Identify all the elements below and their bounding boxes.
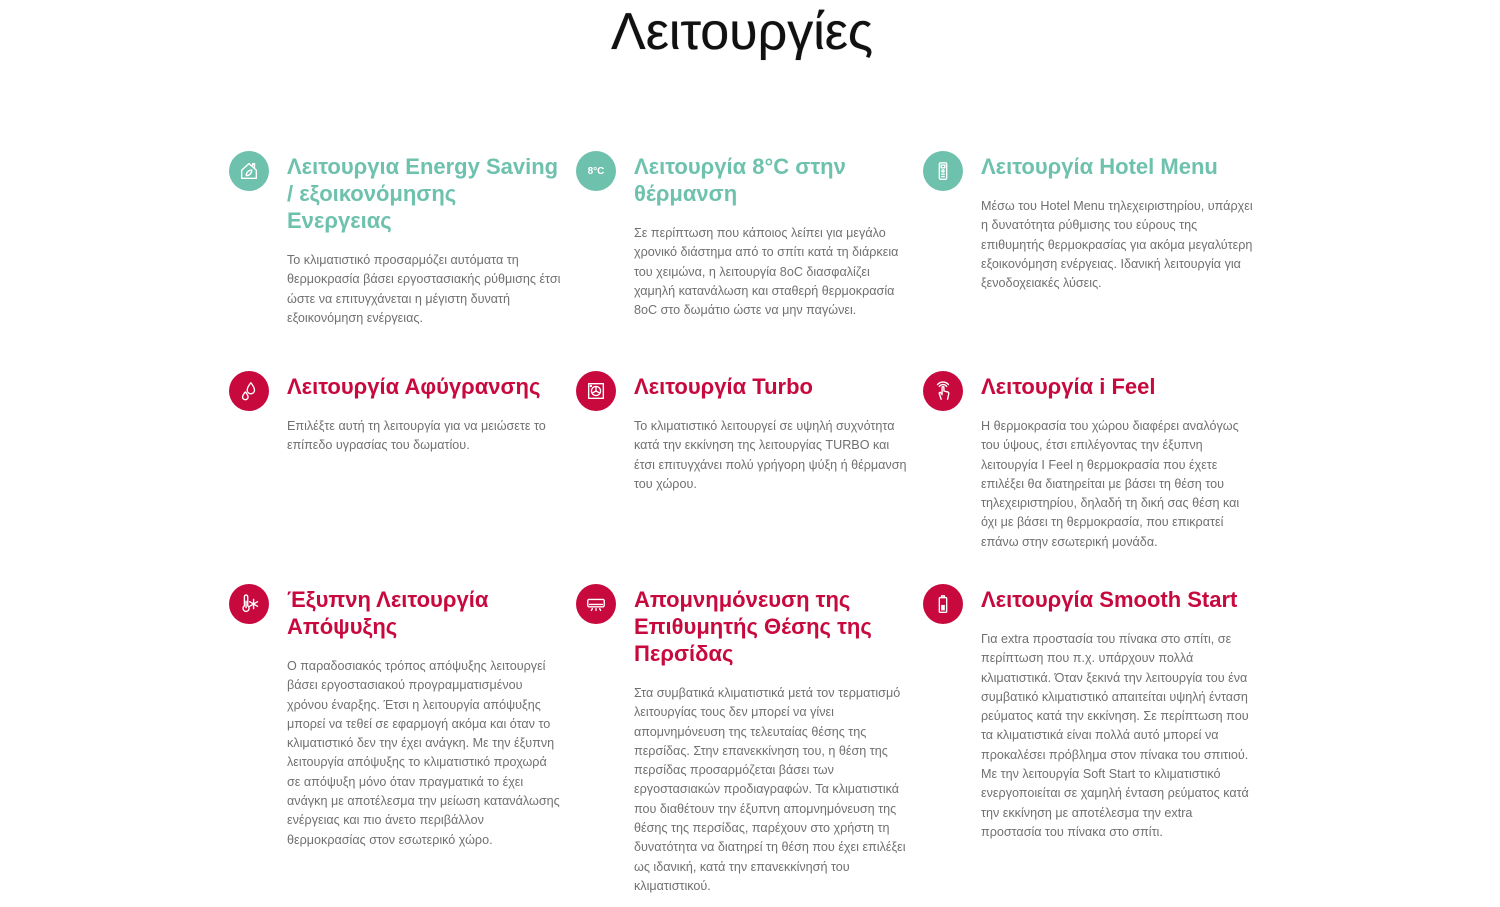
turbo-fan-icon: [576, 371, 616, 411]
feature-8c-heating: [576, 151, 906, 341]
thermometer-snowflake-icon: [229, 584, 269, 624]
page-title: Λειτουργίες: [610, 3, 873, 61]
feature-title: Λειτουργία Turbo: [634, 374, 813, 399]
feature-title: Απομνημόνευση της Επιθυμητής Θέσης της Περσίδας: [634, 587, 872, 666]
feature-description: Σε περίπτωση που κάποιος λείπει για μεγάλο χρονικό διάστημα από το σπίτι κατά τη διάρκεια του χειμώνα, η λειτουργία 8oC διασφαλίζει χαμηλή κατανάλωση και σταθερή θερμοκρασία 8oC στο δωμάτιο ώστε να μην παγώνει.: [634, 226, 899, 318]
feature-title: Λειτουργία Αφύγρανσης: [287, 374, 541, 399]
air-conditioner-unit-icon: [576, 584, 616, 624]
feature-smooth-start: [923, 584, 1253, 884]
icon-label: 8°C: [587, 165, 605, 177]
feature-title: Λειτουργία i Feel: [981, 374, 1156, 399]
feature-title: Έξυπνη Λειτουργία Απόψυξης: [287, 587, 489, 639]
feature-description: Στα συμβατικά κλιματιστικά μετά τον τερματισμό λειτουργίας τους δεν μπορεί να γίνει απομνημόνευση της τελευταίας θέσης της περσίδας. Στην επανεκκίνηση του, η θέση της περσίδας προσαρμόζεται βάσει των εργοστασιακών προδιαγραφών. Τα κλιματιστικά που διαθέτουν την έξυπνη απομνημόνευση της θέσης της περσίδας, παρέχουν στο χρήστη τη δυνατότητα να διατηρεί τη θέση που έχει επιλέξει ως ιδανική, κατά την επανεκκίνησή του κλιματιστικού.: [634, 686, 906, 893]
feature-title: Λειτουργία 8°C στην θέρμανση: [634, 154, 846, 206]
battery-icon: [923, 584, 963, 624]
feature-description: Το κλιματιστικό λειτουργεί σε υψηλή συχνότητα κατά την εκκίνηση της λειτουργίας TURBO και έτσι επιτυγχάνει πολύ γρήγορη ψύξη ή θέρμανση του χώρου.: [634, 419, 907, 491]
feature-description: Ο παραδοσιακός τρόπος απόψυξης λειτουργεί βάσει εργοστασιακού προγραμματισμένου χρόνου έναρξης. Έτσι η λειτουργία απόψυξης μπορεί να τεθεί σε εφαρμογή ακόμα και όταν το κλιματιστικό δεν την έχει ανάγκη. Με την έξυπνη λειτουργία απόψυξης το κλιματιστικό προχωρά σε απόψυξη μόνο όταν πραγματικά το έχει ανάγκη με αποτέλεσμα την μείωση κατανάλωσης ενέργειας και πιο άνετο περιβάλλον θερμοκρασίας στον εσωτερικό χώρο.: [287, 659, 560, 847]
feature-title: Λειτουργία Smooth Start: [981, 587, 1238, 612]
feature-louver-memory: [576, 584, 906, 904]
feature-description: Επιλέξτε αυτή τη λειτουργία για να μειώσετε το επίπεδο υγρασίας του δωματίου.: [287, 419, 546, 453]
remote-control-icon: [923, 151, 963, 191]
feature-description: Μέσω του Hotel Menu τηλεχειριστηρίου, υπάρχει η δυνατότητα ρύθμισης του εύρους της επιθυμητής θερμοκρασίας για ακόμα μεγαλύτερη εξοικονόμηση ενέργειας. Ιδανική λειτουργία για ξενοδοχειακές λύσεις.: [981, 199, 1253, 291]
feature-dehumidification: [229, 371, 559, 561]
water-drops-icon: [229, 371, 269, 411]
feature-turbo: [576, 371, 906, 561]
feature-description: Το κλιματιστικό προσαρμόζει αυτόματα τη θερμοκρασία βάσει εργοστασιακής ρύθμισης έτσι ώστε να επιτυγχάνεται η μέγιστη δυνατή εξοικονόμηση ενέργειας.: [287, 253, 561, 325]
house-leaf-icon: [229, 151, 269, 191]
feature-description: Για extra προστασία του πίνακα στο σπίτι, σε περίπτωση που π.χ. υπάρχουν πολλά κλιματιστικά. Όταν ξεκινά την λειτουργία του ένα συμβατικό κλιματιστικό απαιτείται υψηλή ένταση ρεύματος κατά την εκκίνηση. Σε περίπτωση που τα κλιματιστικά είναι πολλά αυτό μπορεί να προκαλέσει πρόβλημα στον πίνακα του σπιτιού. Με την λειτουργία Soft Start το κλιματιστικό ενεργοποιείται σε χαμηλή ένταση ρεύματος κατά την εκκίνηση με αποτέλεσμα την extra προστασία του πίνακα στο σπίτι.: [981, 632, 1249, 839]
feature-energy-saving: [229, 151, 559, 341]
feature-hotel-menu: [923, 151, 1253, 341]
feature-title: Λειτουργία Hotel Menu: [981, 154, 1218, 179]
hand-touch-icon: [923, 371, 963, 411]
feature-smart-defrost: [229, 584, 559, 884]
temperature-8c-icon: [576, 151, 616, 191]
feature-i-feel: [923, 371, 1253, 561]
feature-title: Λειτουργια Energy Saving / εξοικονόμησης Ενεργειας: [287, 154, 559, 233]
feature-description: Η θερμοκρασία του χώρου διαφέρει αναλόγως του ύψους, έτσι επιλέγοντας την έξυπνη λειτουργία I Feel η θερμοκρασία που έχετε επιλέξει θα διατηρείται με βάσει τη θέση του τηλεχειριστηρίου, δηλαδή τη δική σας θέση και όχι με βάσει τη θερμοκρασία, που επικρατεί επάνω στην εσωτερική μονάδα.: [981, 419, 1240, 549]
